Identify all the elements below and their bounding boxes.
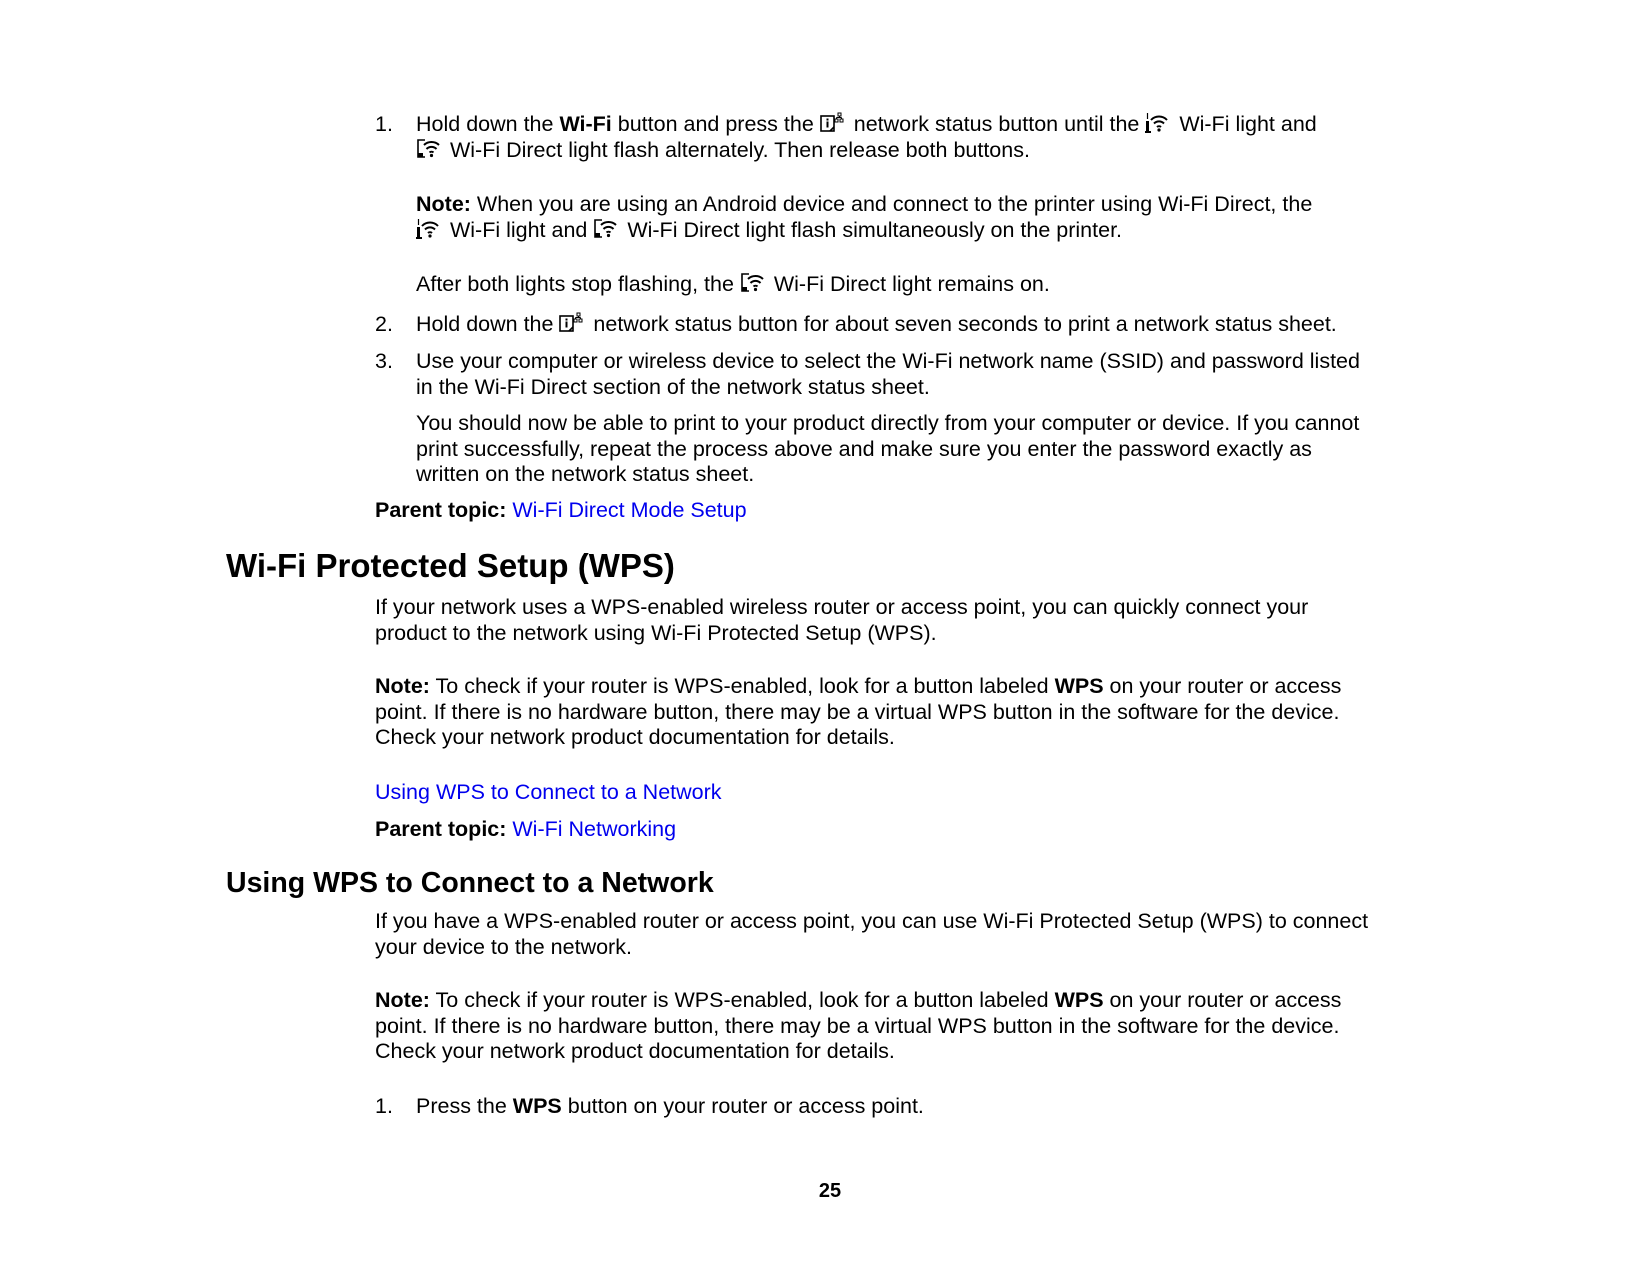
wifi-light-icon [1145,112,1169,134]
page-number: 25 [818,1180,842,1202]
wifi-light-icon [416,218,440,240]
child-topic [375,780,722,806]
wps-note: Note: To check if your router is WPS-enabled, look for a button labeled WPS on your router or access point. If there is no hardware button, there may be a virtual WPS button in the software for the device. Check your network product documentation for details. [375,674,1342,749]
step-number: 3. [375,349,393,373]
wifi-direct-light-icon [593,218,617,240]
note-label: Note: [375,674,430,698]
step-text: Press the WPS button on your router or access point. [416,1094,924,1118]
wifi-button-label: Wi-Fi [559,112,612,136]
step-text: Hold down the Wi-Fi button and press the network status button until the Wi-Fi light and [416,112,1317,136]
wifi-direct-light-icon [740,272,764,294]
step-1-note: Note: When you are using an Android device and connect to the printer using Wi-Fi Direct, the Wi-Fi light and Wi-Fi Direct light flash simultaneously on the printer. [416,192,1313,242]
parent-topic-label: Parent topic: [375,817,507,841]
wps-intro: If your network uses a WPS-enabled wireless router or access point, you can quickly connect your product to the network using Wi-Fi Protected Setup (WPS). [375,595,1309,645]
note-label: Note: [416,192,471,216]
step-number: 2. [375,312,393,336]
step-1-after: After both lights stop flashing, the Wi-Fi Direct light remains on. [416,272,1050,296]
note-label: Note: [375,988,430,1012]
parent-topic-label: Parent topic: [375,498,507,522]
using-wps-note: Note: To check if your router is WPS-enabled, look for a button labeled WPS on your router or access point. If there is no hardware button, there may be a virtual WPS button in the software for the device. Check your network product documentation for details. [375,988,1342,1063]
parent-topic [375,817,676,843]
parent-topic-link-wifi-networking[interactable]: Wi-Fi Networking [512,817,677,841]
step-text-line2: Wi-Fi Direct light flash alternately. Then release both buttons. [416,138,1030,164]
section-heading-wps: Wi-Fi Protected Setup (WPS) [226,547,675,584]
using-wps-intro: If you have a WPS-enabled router or access point, you can use Wi-Fi Protected Setup (WPS) to connect your device to the network. [375,909,1369,959]
step-text: Hold down the network status button for about seven seconds to print a network status sheet. [416,312,1337,336]
network-status-icon [820,112,844,134]
parent-topic [375,498,747,524]
step-text: Use your computer or wireless device to select the Wi-Fi network name (SSID) and password listed in the Wi-Fi Direct section of the network status sheet. [416,349,1360,399]
step-number: 1. [375,1094,393,1118]
wifi-direct-light-icon [416,138,440,160]
network-status-icon [559,312,583,334]
step-3-result: You should now be able to print to your product directly from your computer or device. If you cannot print successfully, repeat the process above and make sure you enter the password exactly as written on the network status sheet. [416,411,1360,486]
step-number: 1. [375,112,393,136]
section-heading-using-wps: Using WPS to Connect to a Network [226,867,714,899]
parent-topic-link-wifi-direct-mode-setup[interactable]: Wi-Fi Direct Mode Setup [512,498,747,522]
child-topic-link-using-wps[interactable]: Using WPS to Connect to a Network [375,780,722,804]
